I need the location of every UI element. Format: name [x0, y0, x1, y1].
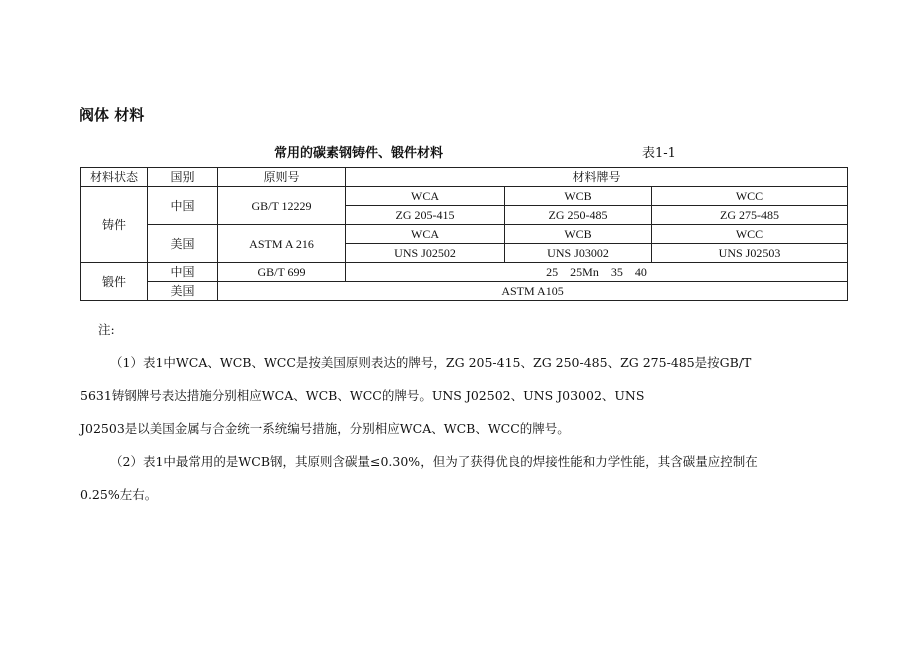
- forging-china-country: 中国: [148, 263, 218, 282]
- header-standard: 原则号: [218, 168, 346, 187]
- table-caption: 常用的碳素钢铸件、锻件材料: [274, 146, 444, 161]
- casting-china-country: 中国: [148, 187, 218, 225]
- notes: [80, 313, 850, 511]
- grade-cell: WCB: [505, 187, 652, 206]
- note-line-3: J02503是以美国金属与合金统一系统编号措施，分别相应WCA、WCB、WCC的牌号。: [80, 421, 570, 436]
- forging-china-standard: GB/T 699: [218, 263, 346, 282]
- grade-cell: UNS J03002: [505, 244, 652, 263]
- grade-cell: UNS J02503: [652, 244, 848, 263]
- grade-cell: UNS J02502: [346, 244, 505, 263]
- header-grade: 材料牌号: [346, 168, 848, 187]
- table-number: 表1-1: [642, 146, 676, 161]
- notes-heading: 注:: [98, 322, 115, 337]
- forging-usa-grades: ASTM A105: [218, 282, 848, 301]
- note-line-1: （1）表1中WCA、WCB、WCC是按美国原则表达的牌号，ZG 205-415、ZG 250-485、ZG 275-485是按GB/T: [110, 355, 752, 370]
- grade-cell: WCB: [505, 225, 652, 244]
- materials-table: [80, 167, 848, 301]
- grade-cell: WCC: [652, 187, 848, 206]
- forging-label: 锻件: [81, 263, 148, 301]
- table-row: [81, 263, 848, 282]
- note-line-4: （2）表1中最常用的是WCB钢，其原则含碳量≤0.30%，但为了获得优良的焊接性能和力学性能，其含碳量应控制在: [110, 454, 758, 469]
- section-title: 阀体 材料: [79, 106, 145, 124]
- header-row: [81, 168, 848, 187]
- grade-cell: ZG 250-485: [505, 206, 652, 225]
- grade-cell: WCC: [652, 225, 848, 244]
- casting-usa-country: 美国: [148, 225, 218, 263]
- note-line-5: 0.25%左右。: [80, 487, 158, 502]
- casting-china-standard: GB/T 12229: [218, 187, 346, 225]
- table-row: [81, 225, 848, 244]
- forging-china-grades: 25 25Mn 35 40: [346, 263, 848, 282]
- forging-usa-country: 美国: [148, 282, 218, 301]
- grade-cell: WCA: [346, 225, 505, 244]
- casting-label: 铸件: [81, 187, 148, 263]
- header-state: 材料状态: [81, 168, 148, 187]
- grade-cell: WCA: [346, 187, 505, 206]
- table-row: [81, 187, 848, 206]
- header-country: 国别: [148, 168, 218, 187]
- table-row: [81, 282, 848, 301]
- grade-cell: ZG 205-415: [346, 206, 505, 225]
- casting-usa-standard: ASTM A 216: [218, 225, 346, 263]
- grade-cell: ZG 275-485: [652, 206, 848, 225]
- note-line-2: 5631铸钢牌号表达措施分别相应WCA、WCB、WCC的牌号。UNS J02502、UNS J03002、UNS: [80, 388, 645, 403]
